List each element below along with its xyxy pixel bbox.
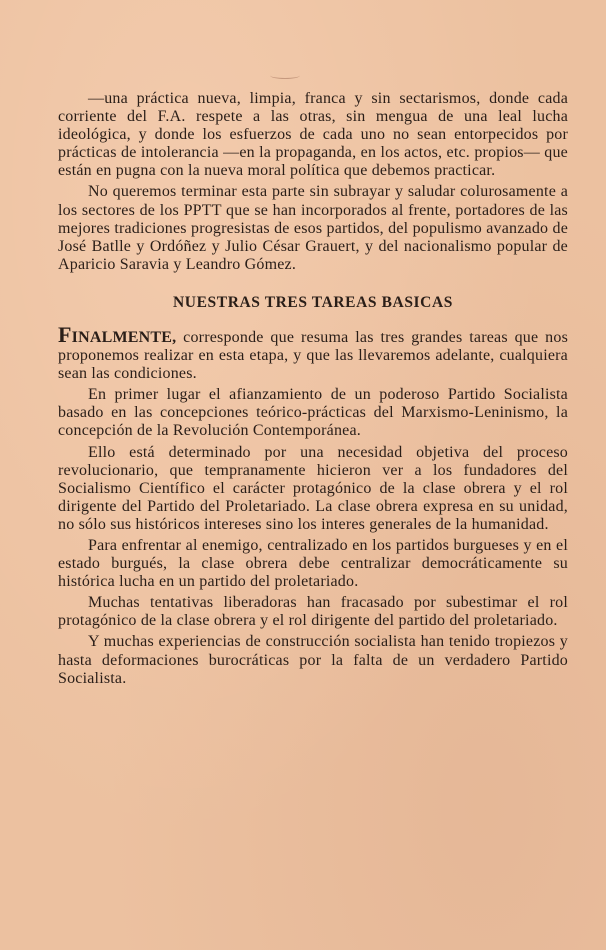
- paragraph-finalmente-text: corresponde que resuma las tres grandes tareas que nos proponemos realizar en esta etapa, y que las llevaremos adelante, cualquiera sean las condiciones.: [58, 328, 568, 383]
- paragraph-enfrentar-enemigo: Para enfrentar al enemigo, centralizado en los partidos burgueses y en el estado burgués, la clase obrera debe centralizar democráticamente su histórica lucha en un partido del proletariado.: [58, 536, 568, 591]
- drop-cap: F: [58, 321, 72, 347]
- section-heading: NUESTRAS TRES TAREAS BASICAS: [173, 293, 453, 311]
- lead-word: INALMENTE,: [71, 328, 177, 346]
- paragraph-tentativas: Muchas tentativas liberadoras han fracasado por subestimar el rol protagónico de la clase obrera y el rol dirigente del partido del proletariado.: [58, 594, 568, 630]
- paragraph-practica: —una práctica nueva, limpia, franca y sin sectarismos, donde cada corriente del F.A. respete a las otras, sin mengua de una leal lucha ideológica, y donde los esfuerzos de cada uno no sean entorpecidos por prácticas de intolerancia —en la propaganda, en los actos, etc. propios— que están en pugna con la nueva moral política que debemos practicar.: [58, 90, 568, 180]
- paragraph-saludo-pptt: No queremos terminar esta parte sin subrayar y saludar colurosamente a los sectores de los PPTT que se han incorporados al frente, portadores de las mejores tradiciones progresistas de esos partidos, del populismo avanzado de José Batlle y Ordóñez y Julio César Grauert, y del nacionalismo popular de Aparicio Saravia y Leandro Gómez.: [58, 183, 568, 273]
- document-body: [58, 90, 568, 688]
- paragraph-finalmente: [58, 321, 568, 383]
- page-top-mark: [270, 72, 300, 79]
- paragraph-primer-lugar: En primer lugar el afianzamiento de un poderoso Partido Socialista basado en las concepciones teórico-prácticas del Marxismo-Leninismo, la concepción de la Revolución Contemporánea.: [58, 386, 568, 440]
- paragraph-necesidad-objetiva: Ello está determinado por una necesidad objetiva del proceso revolucionario, que tempranamente hicieron ver a los fundadores del Socialismo Científico el carácter protagónico de la clase obrera y el rol dirigente del Partido del Proletariado. La clase obrera expresa en su unidad, no sólo sus históricos intereses sino los interes generales de la humanidad.: [58, 443, 568, 533]
- paragraph-experiencias: Y muchas experiencias de construcción socialista han tenido tropiezos y hasta deformaciones burocráticas por la falta de un verdadero Partido Socialista.: [58, 633, 568, 687]
